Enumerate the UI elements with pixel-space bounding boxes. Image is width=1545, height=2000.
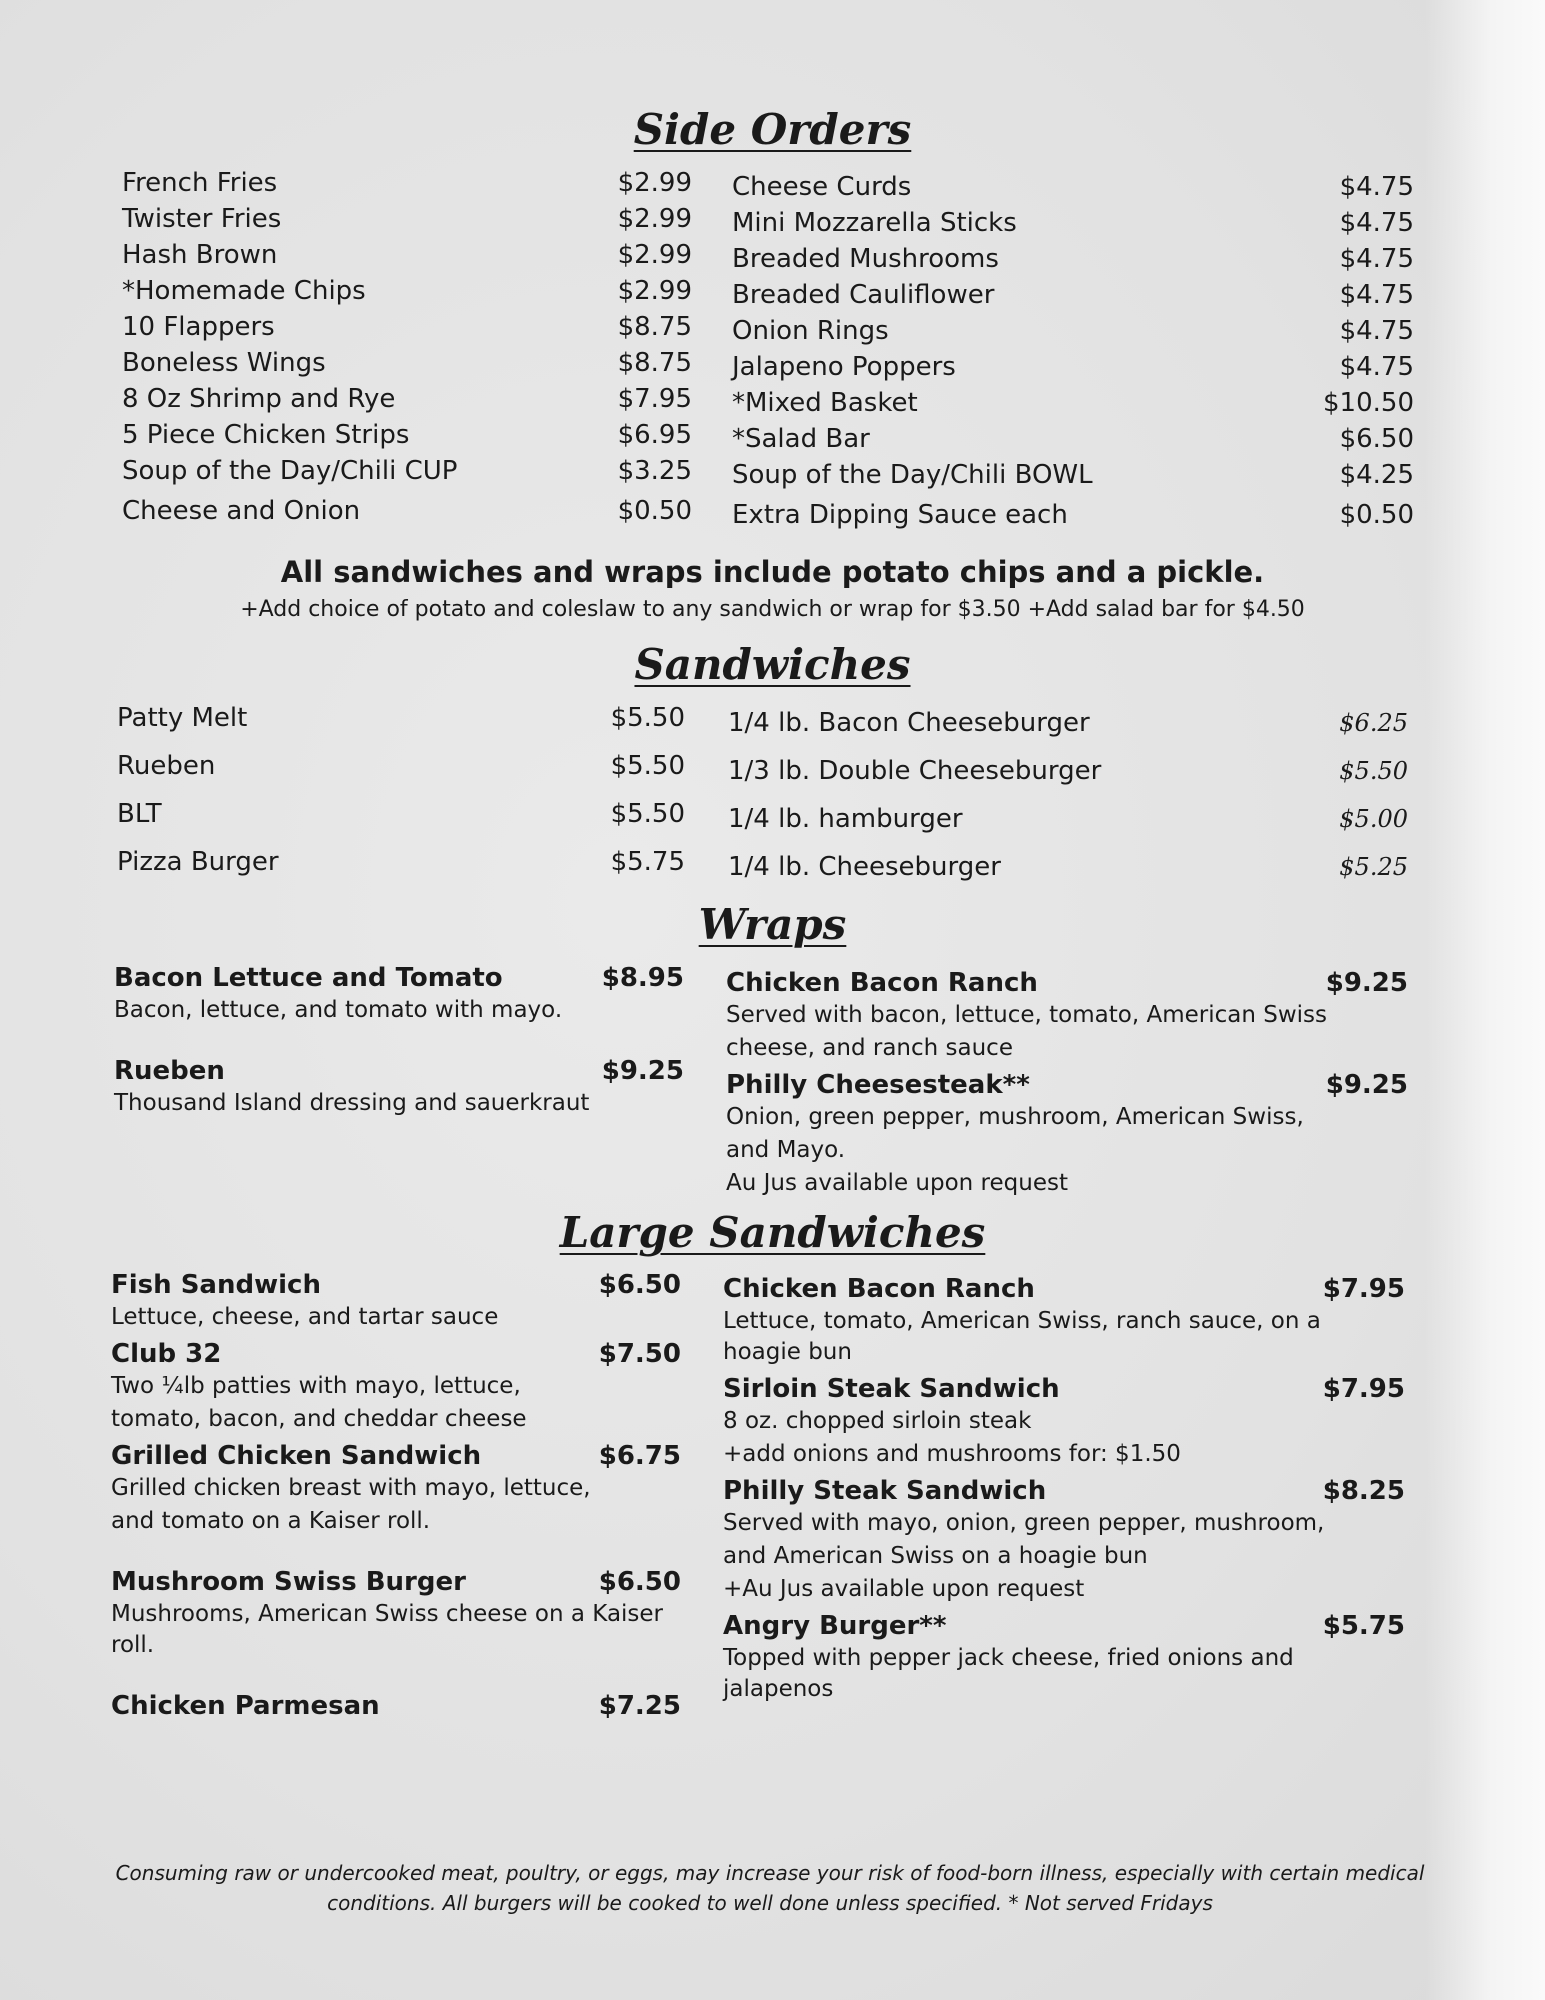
item-name: 1/4 lb. Bacon Cheeseburger <box>728 708 1090 738</box>
item-name: 1/4 lb. Cheeseburger <box>728 852 1001 882</box>
item-price: $5.75 <box>1322 1611 1405 1641</box>
item-name: Hash Brown <box>122 240 278 270</box>
menu-item-header <box>723 1374 1405 1404</box>
item-name: French Fries <box>122 168 278 198</box>
sandwiches-right-list <box>728 708 1408 900</box>
item-price: $5.25 <box>1339 853 1408 881</box>
menu-item-header <box>114 1056 684 1086</box>
item-price: $4.75 <box>1339 172 1414 202</box>
large-sandwiches-title-text: Large Sandwiches <box>559 1208 986 1257</box>
item-name: 8 Oz Shrimp and Rye <box>122 384 396 414</box>
item-name: Breaded Mushrooms <box>732 244 999 274</box>
item-price: $2.99 <box>617 240 692 270</box>
item-price: $4.75 <box>1339 316 1414 346</box>
item-price: $8.75 <box>617 312 692 342</box>
item-name: Soup of the Day/Chili CUP <box>122 456 458 486</box>
item-price: $3.25 <box>617 456 692 486</box>
item-name: Onion Rings <box>732 316 889 346</box>
menu-item-header <box>726 1070 1408 1100</box>
menu-item <box>122 496 692 532</box>
menu-item <box>111 1441 681 1537</box>
item-description: Served with bacon, lettuce, tomato, American Swiss <box>726 1002 1327 1028</box>
item-price: $6.75 <box>598 1441 681 1471</box>
item-name: BLT <box>117 799 162 829</box>
item-name: Club 32 <box>111 1339 222 1369</box>
item-price: $8.25 <box>1322 1476 1405 1506</box>
menu-item <box>728 804 1408 852</box>
menu-item <box>122 312 692 348</box>
item-name: Bacon Lettuce and Tomato <box>114 963 503 993</box>
menu-item-header <box>111 1270 681 1300</box>
menu-item <box>732 388 1414 424</box>
item-name: Philly Steak Sandwich <box>723 1476 1047 1506</box>
item-price: $8.75 <box>617 348 692 378</box>
item-price: $6.50 <box>598 1567 681 1597</box>
item-description: Thousand Island dressing and sauerkraut <box>114 1090 590 1116</box>
item-price: $4.75 <box>1339 280 1414 310</box>
item-name: Chicken Parmesan <box>111 1691 380 1721</box>
large-sandwiches-right-list <box>723 1274 1405 1705</box>
side-orders-title <box>0 105 1545 154</box>
item-name: Breaded Cauliflower <box>732 280 995 310</box>
menu-item <box>111 1691 681 1721</box>
menu-item <box>726 968 1408 1064</box>
item-price: $9.25 <box>601 1056 684 1086</box>
menu-item <box>723 1476 1405 1605</box>
item-name: Pizza Burger <box>117 847 279 877</box>
menu-item <box>732 460 1414 500</box>
item-price: $4.25 <box>1339 460 1414 490</box>
item-description: Topped with pepper jack cheese, fried onions and jalapenos <box>723 1645 1294 1702</box>
item-price: $4.75 <box>1339 244 1414 274</box>
item-price: $6.50 <box>1339 424 1414 454</box>
item-name: *Mixed Basket <box>732 388 918 418</box>
sandwiches-title-text: Sandwiches <box>634 640 911 689</box>
item-price: $2.99 <box>617 276 692 306</box>
disclaimer-line-1: Consuming raw or undercooked meat, poultry, or eggs, may increase your risk of food-born illness, especially with certain medical <box>115 1861 1425 1885</box>
menu-item-header <box>726 968 1408 998</box>
menu-item <box>732 424 1414 460</box>
menu-item <box>122 456 692 496</box>
menu-item <box>117 799 685 847</box>
item-name: Boneless Wings <box>122 348 326 378</box>
item-price: $7.25 <box>598 1691 681 1721</box>
item-description: Onion, green pepper, mushroom, American Swiss, <box>726 1104 1304 1130</box>
item-price: $2.99 <box>617 204 692 234</box>
menu-item-header <box>114 963 684 993</box>
menu-item-header <box>111 1691 681 1721</box>
item-name: Soup of the Day/Chili BOWL <box>732 460 1093 490</box>
item-price: $7.95 <box>1322 1274 1405 1304</box>
item-name: 5 Piece Chicken Strips <box>122 420 410 450</box>
item-name: Jalapeno Poppers <box>732 352 956 382</box>
item-price: $7.95 <box>617 384 692 414</box>
menu-item <box>111 1270 681 1333</box>
item-name: *Homemade Chips <box>122 276 366 306</box>
side-orders-left-list <box>122 168 692 532</box>
menu-item <box>732 316 1414 352</box>
item-description: Grilled chicken breast with mayo, lettuce, <box>111 1475 591 1501</box>
menu-item <box>117 751 685 799</box>
item-price: $6.50 <box>598 1270 681 1300</box>
menu-item <box>728 708 1408 756</box>
large-sandwiches-left-list <box>111 1270 681 1721</box>
item-price: $5.50 <box>1339 757 1408 785</box>
item-name: Grilled Chicken Sandwich <box>111 1441 482 1471</box>
item-name: Chicken Bacon Ranch <box>726 968 1038 998</box>
item-price: $7.50 <box>598 1339 681 1369</box>
menu-item <box>117 847 685 895</box>
menu-item <box>732 172 1414 208</box>
item-name: Mini Mozzarella Sticks <box>732 208 1017 238</box>
menu-item <box>122 168 692 204</box>
menu-item <box>726 1070 1408 1199</box>
item-name: Rueben <box>114 1056 225 1086</box>
item-name: *Salad Bar <box>732 424 870 454</box>
item-price: $5.50 <box>610 799 685 829</box>
wraps-title-text: Wraps <box>698 900 847 949</box>
menu-item <box>723 1274 1405 1368</box>
menu-item <box>732 352 1414 388</box>
sandwich-addon-note: +Add choice of potato and coleslaw to any sandwich or wrap for $3.50 +Add salad bar for $4.50 <box>240 597 1305 622</box>
item-price: $0.50 <box>1339 500 1414 530</box>
item-name: Extra Dipping Sauce each <box>732 500 1068 530</box>
large-sandwiches-title <box>0 1208 1545 1257</box>
item-name: Philly Cheesesteak** <box>726 1070 1030 1100</box>
wraps-left-list <box>114 963 684 1129</box>
item-description: Two ¼lb patties with mayo, lettuce, <box>111 1373 521 1399</box>
sandwich-includes-note: All sandwiches and wraps include potato chips and a pickle. <box>280 555 1265 589</box>
sandwiches-left-list <box>117 703 685 895</box>
item-description: and tomato on a Kaiser roll. <box>111 1508 431 1534</box>
item-name: Cheese and Onion <box>122 496 361 526</box>
item-description: and American Swiss on a hoagie bun <box>723 1543 1148 1569</box>
item-description: Served with mayo, onion, green pepper, mushroom, <box>723 1510 1325 1536</box>
item-price: $5.75 <box>610 847 685 877</box>
disclaimer-line-2: conditions. All burgers will be cooked to well done unless specified. * Not served Fridays <box>327 1891 1213 1915</box>
menu-item <box>111 1339 681 1435</box>
item-name: Angry Burger** <box>723 1611 947 1641</box>
item-name: Twister Fries <box>122 204 282 234</box>
menu-item <box>111 1567 681 1661</box>
item-description: Lettuce, cheese, and tartar sauce <box>111 1304 499 1330</box>
item-price: $4.75 <box>1339 352 1414 382</box>
item-price: $7.95 <box>1322 1374 1405 1404</box>
menu-item <box>122 420 692 456</box>
sandwiches-title <box>0 640 1545 689</box>
item-price: $5.00 <box>1339 805 1408 833</box>
menu-item <box>122 384 692 420</box>
item-description: Au Jus available upon request <box>726 1170 1068 1196</box>
item-name: 1/4 lb. hamburger <box>728 804 963 834</box>
menu-item-header <box>111 1339 681 1369</box>
item-name: Sirloin Steak Sandwich <box>723 1374 1060 1404</box>
item-name: Rueben <box>117 751 216 781</box>
torn-edge <box>1425 0 1545 2000</box>
menu-item <box>122 240 692 276</box>
item-name: Fish Sandwich <box>111 1270 321 1300</box>
item-description: +Au Jus available upon request <box>723 1576 1085 1602</box>
menu-item <box>122 276 692 312</box>
item-price: $9.25 <box>1325 1070 1408 1100</box>
item-name: Mushroom Swiss Burger <box>111 1567 466 1597</box>
menu-item-header <box>111 1567 681 1597</box>
item-price: $5.50 <box>610 703 685 733</box>
menu-item-header <box>111 1441 681 1471</box>
item-name: 10 Flappers <box>122 312 275 342</box>
menu-item <box>728 852 1408 900</box>
menu-item <box>122 204 692 240</box>
item-price: $10.50 <box>1323 388 1414 418</box>
item-description: Bacon, lettuce, and tomato with mayo. <box>114 997 563 1023</box>
item-description: 8 oz. chopped sirloin steak <box>723 1408 1032 1434</box>
item-price: $6.95 <box>617 420 692 450</box>
item-name: Chicken Bacon Ranch <box>723 1274 1035 1304</box>
menu-item-header <box>723 1274 1405 1304</box>
wraps-title <box>0 900 1545 949</box>
side-orders-title-text: Side Orders <box>633 105 912 154</box>
item-description: and Mayo. <box>726 1137 846 1163</box>
menu-item <box>723 1611 1405 1705</box>
menu-item <box>723 1374 1405 1470</box>
menu-item <box>732 280 1414 316</box>
food-safety-disclaimer <box>110 1858 1430 1918</box>
item-description: tomato, bacon, and cheddar cheese <box>111 1406 527 1432</box>
item-price: $8.95 <box>601 963 684 993</box>
item-description: +add onions and mushrooms for: $1.50 <box>723 1441 1181 1467</box>
item-price: $5.50 <box>610 751 685 781</box>
menu-item <box>122 348 692 384</box>
item-price: $9.25 <box>1325 968 1408 998</box>
item-description: cheese, and ranch sauce <box>726 1035 1013 1061</box>
menu-item <box>114 963 684 1026</box>
menu-item-header <box>723 1476 1405 1506</box>
wraps-right-list <box>726 968 1408 1209</box>
item-price: $2.99 <box>617 168 692 198</box>
item-price: $4.75 <box>1339 208 1414 238</box>
side-orders-right-list <box>732 172 1414 536</box>
menu-item-header <box>723 1611 1405 1641</box>
menu-item <box>117 703 685 751</box>
item-price: $6.25 <box>1339 709 1408 737</box>
item-name: 1/3 lb. Double Cheeseburger <box>728 756 1102 786</box>
item-name: Patty Melt <box>117 703 248 733</box>
item-description: Lettuce, tomato, American Swiss, ranch sauce, on a hoagie bun <box>723 1308 1321 1365</box>
item-description: Mushrooms, American Swiss cheese on a Kaiser roll. <box>111 1601 664 1658</box>
menu-item <box>732 208 1414 244</box>
menu-item <box>732 244 1414 280</box>
item-price: $0.50 <box>617 496 692 526</box>
menu-item <box>114 1056 684 1119</box>
menu-item <box>728 756 1408 804</box>
item-name: Cheese Curds <box>732 172 912 202</box>
menu-item <box>732 500 1414 536</box>
